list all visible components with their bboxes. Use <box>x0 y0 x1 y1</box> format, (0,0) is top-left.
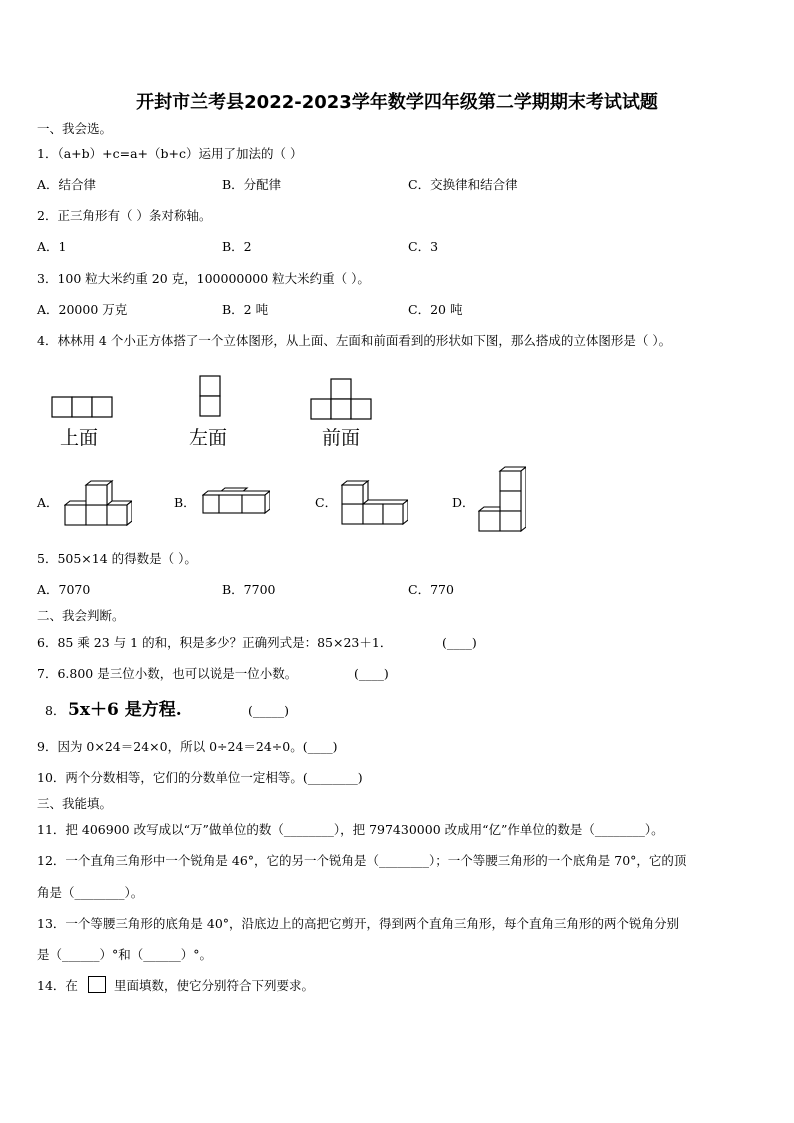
left-view-label: 左面 <box>189 427 228 449</box>
q1-option-c: C．交换律和结合律 <box>408 177 518 192</box>
q5-option-b: B．7700 <box>222 582 276 597</box>
q5-option-a: A．7070 <box>37 582 91 597</box>
q2-option-b: B．2 <box>222 239 252 254</box>
top-view-label: 上面 <box>60 427 99 449</box>
section-heading-fill: 三、我能填。 <box>37 796 113 811</box>
question-8: 5x＋6 是方程. <box>68 700 182 720</box>
q1-option-b: B．分配律 <box>222 177 282 192</box>
q4-option-b-figure <box>202 487 270 515</box>
question-9: 9．因为 0×24＝24×0，所以 0÷24＝24÷0。(____) <box>37 739 338 754</box>
question-2: 2．正三角形有（ ）条对称轴。 <box>37 208 212 223</box>
question-14-suffix: 里面填数，使它分别符合下列要求。 <box>114 978 315 993</box>
question-12-line-2: 角是（________）。 <box>37 885 144 900</box>
question-4: 4．林林用 4 个小正方体搭了一个立体图形，从上面、左面和前面看到的形状如下图，那么搭成的立体图形是（ ）。 <box>37 333 672 348</box>
question-13-line-2: 是（______）°和（______）°。 <box>37 947 213 962</box>
left-view-figure <box>199 375 221 417</box>
q1-option-a: A．结合律 <box>37 177 97 192</box>
section-heading-choose: 一、我会选。 <box>37 121 113 136</box>
question-6: 6．85 乘 23 与 1 的和，积是多少？正确列式是：85×23＋1． <box>37 635 393 650</box>
q5-option-c: C．770 <box>408 582 454 597</box>
front-view-figure <box>310 378 372 420</box>
q4-option-b-label: B． <box>174 495 196 510</box>
question-7: 7．6.800 是三位小数，也可以说是一位小数。 <box>37 666 298 681</box>
question-11: 11．把 406900 改写成以“万”做单位的数（________），把 797430000 改成用“亿”作单位的数是（________）。 <box>37 822 664 837</box>
q2-option-a: A．1 <box>37 239 67 254</box>
q4-option-c-figure <box>341 480 408 525</box>
question-12-line-1: 12．一个直角三角形中一个锐角是 46°，它的另一个锐角是（________）；一个等腰三角形的一个底角是 70°，它的顶 <box>37 853 687 868</box>
question-13-line-1: 13．一个等腰三角形的底角是 40°，沿底边上的高把它剪开，得到两个直角三角形，每个直角三角形的两个锐角分别 <box>37 916 680 931</box>
q4-option-d-label: D． <box>452 495 475 510</box>
page-title: 开封市兰考县2022-2023学年数学四年级第二学期期末考试试题 <box>136 92 658 113</box>
q8-answer-blank[interactable]: (_____) <box>248 703 290 718</box>
question-14-prefix: 14．在 <box>37 978 78 993</box>
q4-option-a-label: A． <box>37 495 59 510</box>
q7-answer-blank[interactable]: (____) <box>354 666 389 681</box>
question-5: 5．505×14 的得数是（ ）。 <box>37 551 197 566</box>
q2-option-c: C．3 <box>408 239 439 254</box>
q14-empty-box[interactable] <box>88 976 106 993</box>
top-view-figure <box>51 396 113 418</box>
q4-option-a-figure <box>64 479 132 526</box>
q6-answer-blank[interactable]: (____) <box>442 635 477 650</box>
q3-option-b: B．2 吨 <box>222 302 269 317</box>
q3-option-a: A．20000 万克 <box>37 302 128 317</box>
question-3: 3．100 粒大米约重 20 克，100000000 粒大米约重（ ）。 <box>37 271 370 286</box>
section-heading-judge: 二、我会判断。 <box>37 608 125 623</box>
question-1: 1．（a+b）+c=a+（b+c）运用了加法的（ ） <box>37 146 303 161</box>
question-8-number: 8． <box>45 703 66 718</box>
q4-option-c-label: C． <box>315 495 338 510</box>
question-10: 10．两个分数相等，它们的分数单位一定相等。(________) <box>37 770 363 785</box>
front-view-label: 前面 <box>322 427 361 449</box>
q4-option-d-figure <box>478 466 526 532</box>
q3-option-c: C．20 吨 <box>408 302 463 317</box>
